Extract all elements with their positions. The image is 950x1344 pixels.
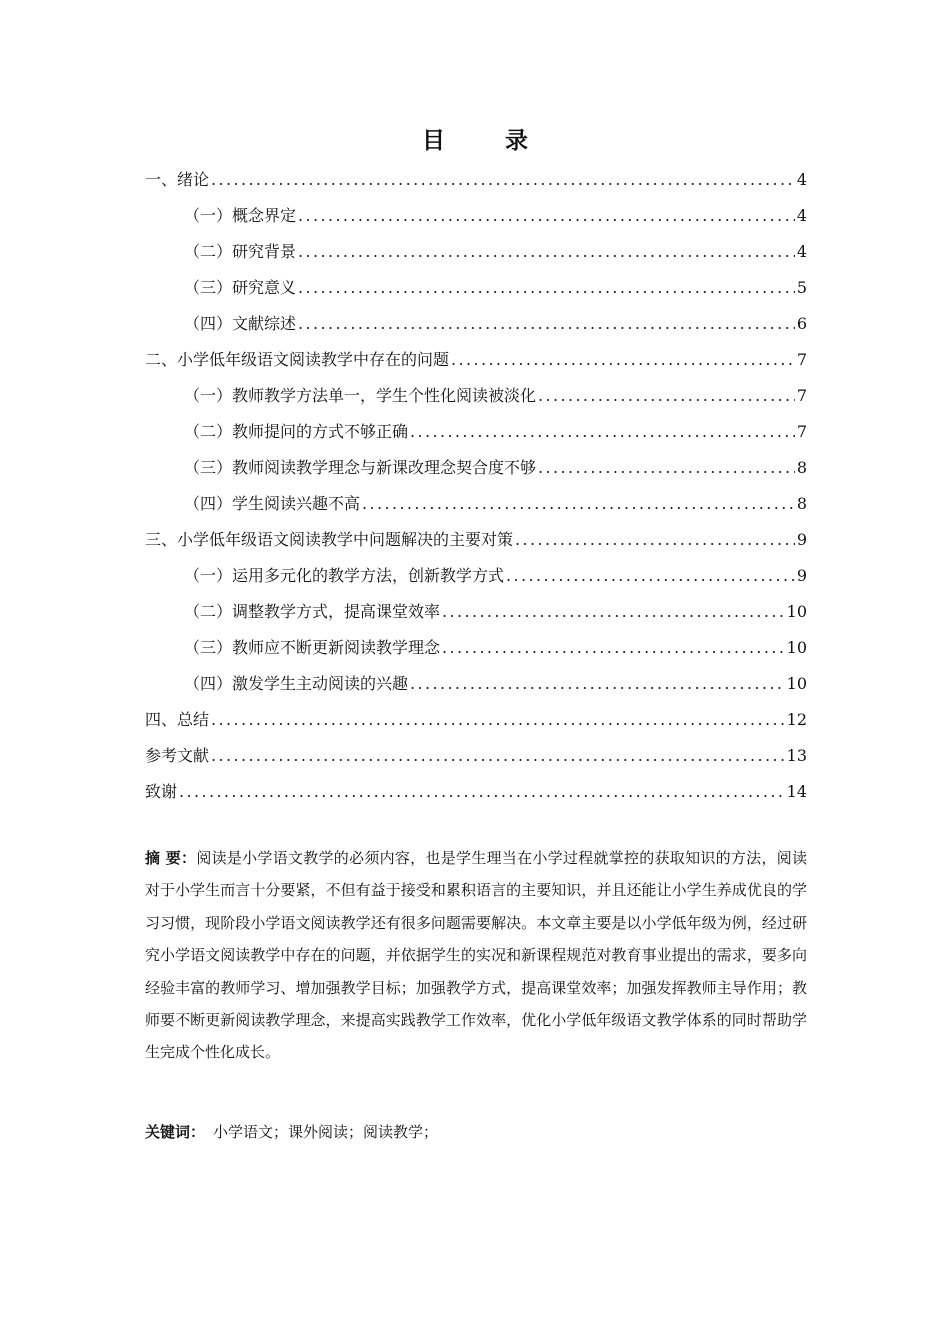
toc-entry-label: （四）文献综述: [184, 314, 297, 333]
toc-entry-page-number: 13: [786, 746, 807, 765]
toc-entry-label: （二）研究背景: [184, 242, 297, 261]
toc-entry-label: 一、绪论: [145, 170, 210, 189]
toc-dot-leader: [538, 378, 795, 414]
keywords-label: 关键词：: [145, 1123, 206, 1141]
toc-entry-page-number: 12: [786, 710, 807, 729]
toc-dot-leader: [211, 702, 785, 738]
toc-entry-label: （四）学生阅读兴趣不高: [184, 494, 361, 513]
toc-entry-page-number: 8: [796, 494, 807, 513]
toc-entry: [145, 558, 807, 594]
toc-entry: [145, 774, 807, 810]
toc-entry: [145, 414, 807, 450]
toc-entry: [145, 198, 807, 234]
abstract-paragraph: [145, 842, 807, 1069]
toc-dot-leader: [410, 666, 785, 702]
toc-entry: [145, 342, 807, 378]
toc-entry: [145, 270, 807, 306]
toc-dot-leader: [362, 486, 795, 522]
toc-dot-leader: [298, 234, 795, 270]
toc-entry: [145, 702, 807, 738]
toc-entry: [145, 522, 807, 558]
toc-entry-label: 三、小学低年级语文阅读教学中问题解决的主要对策: [145, 530, 514, 549]
toc-entry-label: 二、小学低年级语文阅读教学中存在的问题: [145, 350, 450, 369]
toc-entry: [145, 594, 807, 630]
toc-entry-label: 致谢: [145, 782, 178, 801]
toc-entry-page-number: 4: [796, 206, 807, 225]
toc-entry-label: （一）运用多元化的教学方法，创新教学方式: [184, 566, 505, 585]
toc-entry: [145, 378, 807, 414]
toc-entry: [145, 234, 807, 270]
toc-entry: [145, 306, 807, 342]
toc-entry: [145, 450, 807, 486]
toc-dot-leader: [442, 594, 785, 630]
keywords-text: 小学语文；课外阅读；阅读教学；: [213, 1123, 439, 1141]
toc-entry-label: （四）激发学生主动阅读的兴趣: [184, 674, 409, 693]
toc-dot-leader: [298, 270, 795, 306]
toc-entry: [145, 738, 807, 774]
toc-entry-page-number: 9: [796, 530, 807, 549]
toc-dot-leader: [211, 738, 785, 774]
toc-entry: [145, 162, 807, 198]
abstract-text: 阅读是小学语文教学的必须内容，也是学生理当在小学过程就掌控的获取知识的方法，阅读对于小学生而言十分要紧，不但有益于接受和累积语言的主要知识，并且还能让小学生养成优良的学习习惯，现阶段小学语文阅读教学还有很多问题需要解决。本文章主要是以小学低年级为例，经过研究小学语文阅读教学中存在的问题，并依据学生的实况和新课程规范对教育事业提出的需求，要多向经验丰富的教师学习、增加强教学目标；加强教学方式，提高课堂效率；加强发挥教师主导作用；教师要不断更新阅读教学理念，来提高实践教学工作效率，优化小学低年级语文教学体系的同时帮助学生完成个性化成长。: [145, 849, 807, 1062]
toc-dot-leader: [410, 414, 795, 450]
toc-entry-label: （三）教师应不断更新阅读教学理念: [184, 638, 441, 657]
toc-entry-label: （二）调整教学方式，提高课堂效率: [184, 602, 441, 621]
toc-entry-page-number: 9: [796, 566, 807, 585]
toc-entry-page-number: 7: [796, 350, 807, 369]
abstract-label: 摘 要：: [145, 849, 197, 867]
toc-dot-leader: [298, 306, 795, 342]
toc-entry-label: （三）研究意义: [184, 278, 297, 297]
toc-entry-label: （一）概念界定: [184, 206, 297, 225]
toc-entry-label: 参考文献: [145, 746, 210, 765]
keywords-line: [145, 1116, 807, 1148]
toc-entry-page-number: 4: [796, 242, 807, 261]
toc-entry-page-number: 6: [796, 314, 807, 333]
toc-entry-page-number: 8: [796, 458, 807, 477]
toc-entry-page-number: 7: [796, 422, 807, 441]
toc-dot-leader: [506, 558, 795, 594]
toc-dot-leader: [515, 522, 795, 558]
toc-entry-page-number: 10: [786, 638, 807, 657]
toc-entry-label: （二）教师提问的方式不够正确: [184, 422, 409, 441]
toc-entry-page-number: 5: [796, 278, 807, 297]
toc-entry-page-number: 10: [786, 602, 807, 621]
table-of-contents: [145, 162, 807, 810]
toc-entry-page-number: 7: [796, 386, 807, 405]
toc-title: 目 录: [421, 128, 554, 154]
toc-dot-leader: [538, 450, 795, 486]
toc-dot-leader: [298, 198, 795, 234]
toc-entry: [145, 666, 807, 702]
toc-dot-leader: [442, 630, 785, 666]
toc-entry-page-number: 10: [786, 674, 807, 693]
toc-entry-page-number: 4: [796, 170, 807, 189]
toc-entry: [145, 630, 807, 666]
toc-dot-leader: [179, 774, 785, 810]
toc-entry-label: （三）教师阅读教学理念与新课改理念契合度不够: [184, 458, 537, 477]
toc-entry-page-number: 14: [786, 782, 807, 801]
toc-entry: [145, 486, 807, 522]
toc-dot-leader: [211, 162, 795, 198]
toc-dot-leader: [451, 342, 795, 378]
toc-entry-label: （一）教师教学方法单一，学生个性化阅读被淡化: [184, 386, 537, 405]
toc-entry-label: 四、总结: [145, 710, 210, 729]
